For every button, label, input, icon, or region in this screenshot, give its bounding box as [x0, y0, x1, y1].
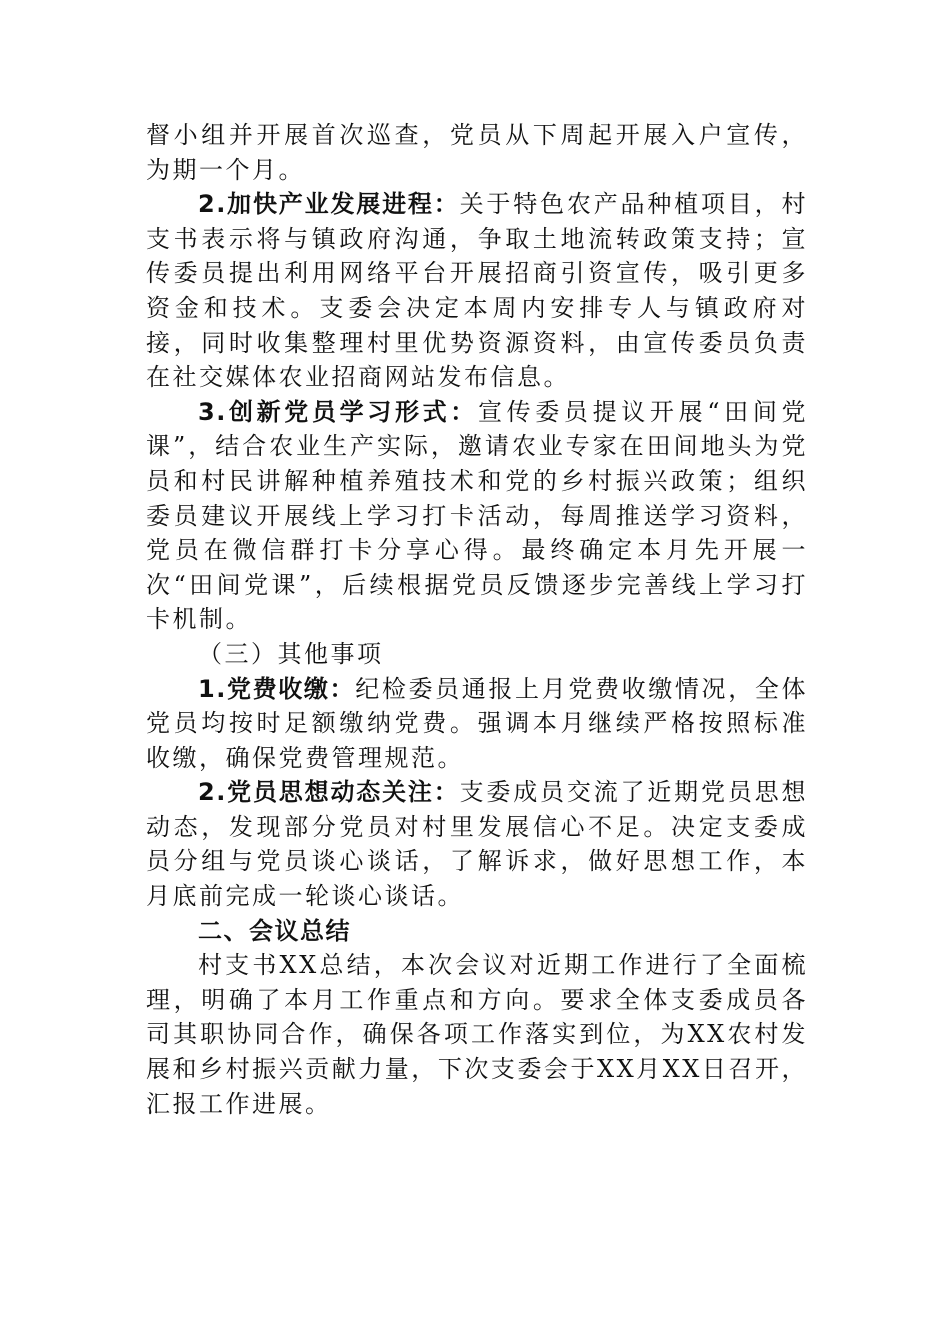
item-title-industry: 2.加快产业发展进程：: [198, 190, 460, 219]
paragraph-text: 督小组并开展首次巡查，党员从下周起开展入户宣传，为期一个月。: [146, 121, 808, 184]
item-title-dues: 1.党费收缴：: [198, 674, 356, 703]
item-title-ideology: 2.党员思想动态关注：: [198, 778, 460, 807]
paragraph-text: 纪检委员通报上月党费收缴情况，全体党员均按时足额缴纳党费。强调本月继续严格按照标准收缴，确保党费管理规范。: [146, 674, 808, 772]
section-title: （三）其他事项: [198, 639, 384, 668]
paragraph-party-dues: [146, 672, 808, 776]
paragraph-text: 宣传委员提议开展“田间党课”，结合农业生产实际，邀请农业专家在田间地头为党员和村民讲解种植养殖技术和党的乡村振兴政策；组织委员建议开展线上学习打卡活动，每周推送学习资料，党员在微信群打卡分享心得。最终确定本月先开展一次“田间党课”，后续根据党员反馈逐步完善线上学习打卡机制。: [146, 397, 808, 634]
paragraph-supervision-continued: [146, 118, 808, 187]
paragraph-industry-development: [146, 187, 808, 395]
paragraph-text: 关于特色农产品种植项目，村支书表示将与镇政府沟通，争取土地流转政策支持；宣传委员提出利用网络平台开展招商引资宣传，吸引更多资金和技术。支委会决定本周内安排专人与镇政府对接，同时收集整理村里优势资源资料，由宣传委员负责在社交媒体农业招商网站发布信息。: [146, 190, 808, 392]
document-body: [146, 118, 808, 1121]
paragraph-text: 村支书XX总结，本次会议对近期工作进行了全面梳理，明确了本月工作重点和方向。要求全体支委成员各司其职协同合作，确保各项工作落实到位，为XX农村发展和乡村振兴贡献力量，下次支委会于XX月XX日召开，汇报工作进展。: [146, 951, 808, 1118]
section-title: 二、会议总结: [198, 916, 351, 945]
paragraph-text: 支委成员交流了近期党员思想动态，发现部分党员对村里发展信心不足。决定支委成员分组与党员谈心谈话，了解诉求，做好思想工作，本月底前完成一轮谈心谈话。: [146, 778, 808, 911]
paragraph-summary: [146, 948, 808, 1121]
paragraph-study-innovation: [146, 395, 808, 637]
paragraph-ideology-attention: [146, 775, 808, 913]
section-heading-meeting-summary: [146, 914, 808, 949]
section-heading-other-matters: [146, 637, 808, 672]
item-title-study: 3.创新党员学习形式：: [198, 397, 478, 426]
